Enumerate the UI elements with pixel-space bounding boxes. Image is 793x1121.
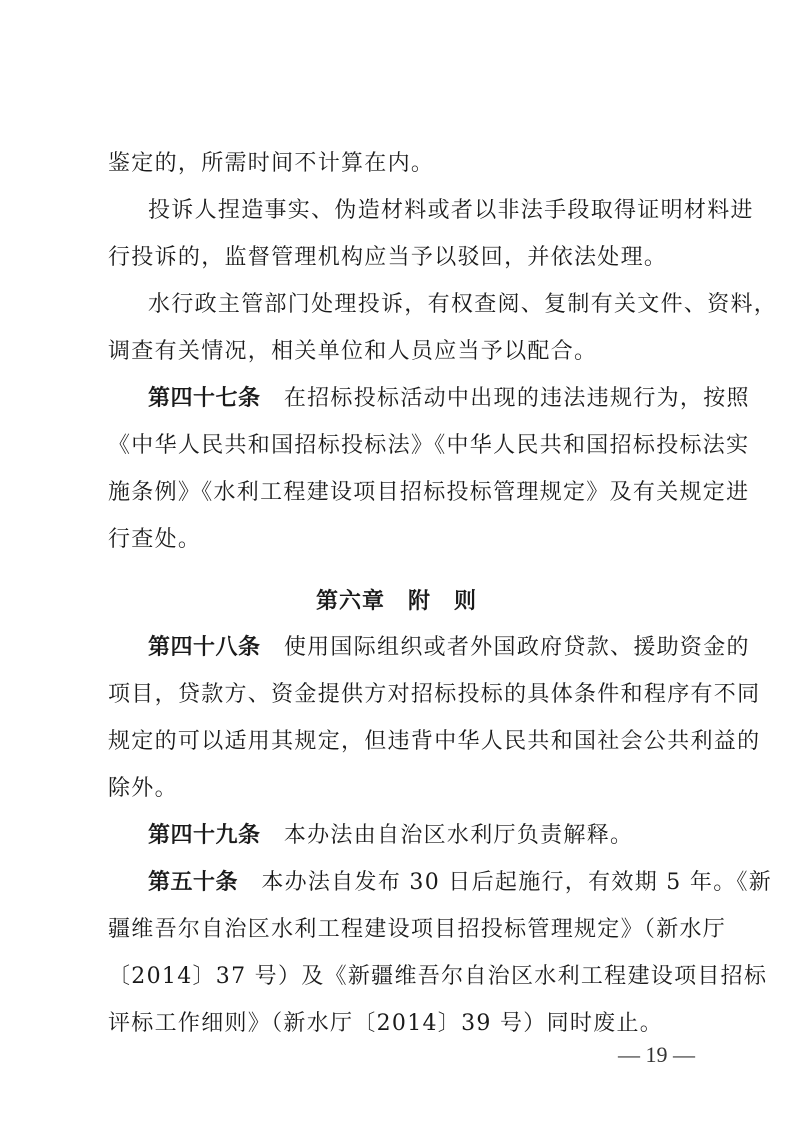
article-47-first-line xyxy=(148,377,750,421)
article-text: 在招标投标活动中出现的违法违规行为，按照 xyxy=(283,386,750,411)
paragraph-line: 行投诉的，监督管理机构应当予以驳回，并依法处理。 xyxy=(108,245,668,270)
paragraph-line: 调查有关情况，相关单位和人员应当予以配合。 xyxy=(108,339,598,364)
paragraph-line: 投诉人捏造事实、伪造材料或者以非法手段取得证明材料进 xyxy=(148,198,754,223)
article-heading: 第五十条 xyxy=(148,870,239,895)
article-50-first-line xyxy=(148,861,773,905)
paragraph-line: 〔2014〕37 号）及《新疆维吾尔自治区水利工程建设项目招标 xyxy=(108,964,768,989)
page-number: — 19 — xyxy=(618,1042,695,1067)
article-heading: 第四十九条 xyxy=(148,823,261,848)
paragraph-line: 评标工作细则》（新水厅〔2014〕39 号）同时废止。 xyxy=(108,1011,664,1036)
paragraph-line: 水行政主管部门处理投诉，有权查阅、复制有关文件、资料， xyxy=(148,292,778,317)
article-text: 本办法自发布 30 日后起施行，有效期 5 年。《新 xyxy=(261,870,773,895)
article-heading: 第四十八条 xyxy=(148,635,261,660)
paragraph-line: 施条例》《水利工程建设项目招标投标管理规定》及有关规定进 xyxy=(108,480,750,505)
paragraph-line: 项目，贷款方、资金提供方对招标投标的具体条件和程序有不同 xyxy=(108,682,761,707)
chapter-title: 第六章 附 则 xyxy=(315,589,477,614)
article-text: 本办法由自治区水利厅负责解释。 xyxy=(283,823,634,848)
paragraph-line: 规定的可以适用其规定，但违背中华人民共和国社会公共利益的 xyxy=(108,729,761,754)
paragraph-line: 除外。 xyxy=(108,776,178,801)
paragraph-line: 《中华人民共和国招标投标法》《中华人民共和国招标投标法实 xyxy=(108,433,750,458)
article-49-first-line xyxy=(148,814,696,858)
paragraph-line: 行查处。 xyxy=(108,527,202,552)
article-heading: 第四十七条 xyxy=(148,386,261,411)
paragraph-line: 疆维吾尔自治区水利工程建设项目招投标管理规定》（新水厅 xyxy=(108,917,727,942)
paragraph-line: 鉴定的，所需时间不计算在内。 xyxy=(108,151,435,176)
article-48-first-line xyxy=(148,626,750,670)
article-text: 使用国际组织或者外国政府贷款、援助资金的 xyxy=(283,635,750,660)
